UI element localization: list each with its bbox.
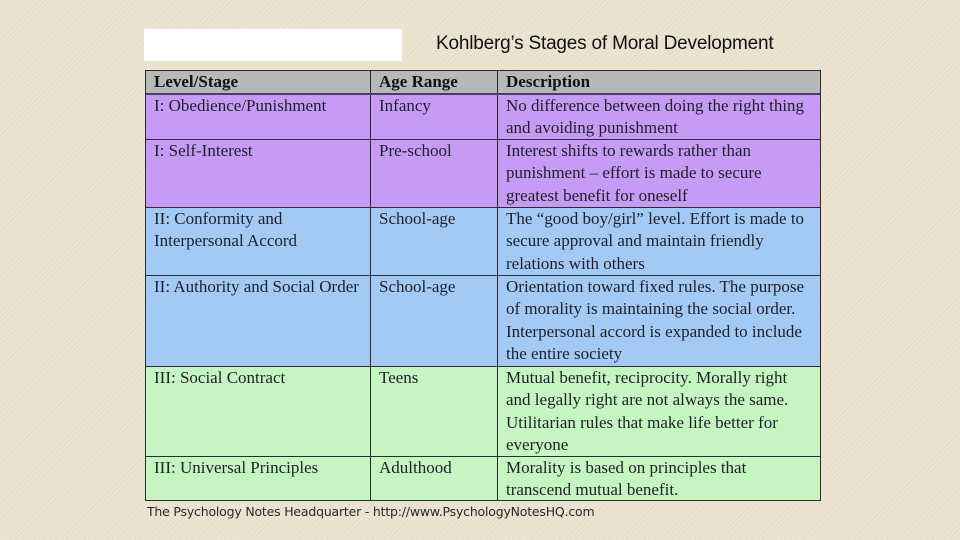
table-row [146,366,820,456]
age-cell: Pre-school [371,140,498,207]
age-cell: School-age [371,208,498,275]
stage-cell: II: Conformity and Interpersonal Accord [146,208,371,275]
table-row [146,139,820,207]
table-row [146,456,820,500]
stage-cell: III: Social Contract [146,367,371,456]
header-age-range: Age Range [371,71,498,93]
header-description: Description [506,72,591,91]
age-cell: Teens [371,367,498,456]
slide-title: Kohlberg’s Stages of Moral Development [436,33,774,54]
description-cell: The “good boy/girl” level. Effort is made to secure approval and maintain friendly relations with others [506,209,805,273]
description-cell: Interest shifts to rewards rather than punishment – effort is made to secure greatest benefit for oneself [506,141,762,205]
stages-table [145,70,821,501]
age-cell: Adulthood [371,457,498,500]
age-cell: School-age [371,276,498,366]
stage-cell: II: Authority and Social Order [146,276,371,366]
header-level-stage: Level/Stage [146,71,371,93]
stage-cell: III: Universal Principles [146,457,371,500]
description-cell: No difference between doing the right thing and avoiding punishment [506,96,805,138]
table-row [146,207,820,275]
table-header-row [146,71,820,95]
blank-title-placeholder [144,29,402,61]
table-row [146,95,820,139]
source-credit: The Psychology Notes Headquarter - http://www.PsychologyNotesHQ.com [147,504,595,519]
table-row [146,275,820,366]
stage-cell: I: Self-Interest [146,140,371,207]
description-cell: Mutual benefit, reciprocity. Morally right and legally right are not always the same. Utilitarian rules that make life better for everyone [506,368,789,454]
age-cell: Infancy [371,95,498,139]
description-cell: Morality is based on principles that transcend mutual benefit. [506,458,747,500]
stage-cell: I: Obedience/Punishment [146,95,371,139]
description-cell: Orientation toward fixed rules. The purpose of morality is maintaining the social order. Interpersonal accord is expanded to include the entire society [506,277,805,363]
